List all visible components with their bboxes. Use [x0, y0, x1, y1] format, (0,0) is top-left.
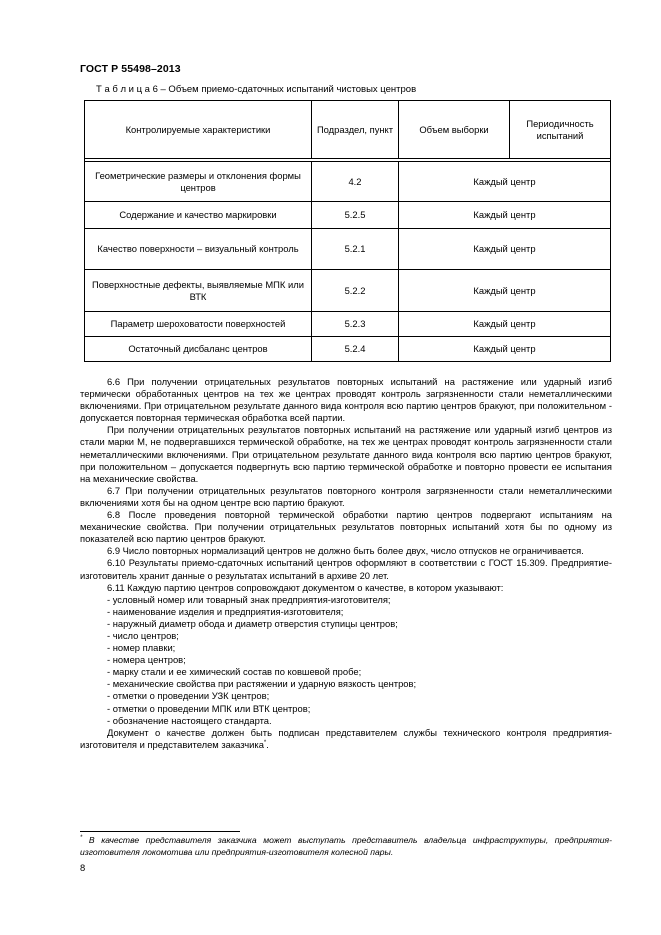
sample-cell: Каждый центр — [399, 202, 611, 229]
list-item: - номера центров; — [107, 654, 186, 666]
clause-cell: 5.2.4 — [312, 337, 399, 362]
characteristic-cell: Геометрические размеры и отклонения формы центров — [85, 162, 312, 202]
paragraph-end: . — [266, 738, 269, 750]
footnote-reference[interactable]: * — [263, 739, 267, 746]
list-item: - механические свойства при растяжении и ударную вязкость центров; — [107, 678, 417, 690]
column-header: Контролируемые характеристики — [85, 101, 312, 159]
footnote-mark: * — [80, 835, 83, 842]
clause-cell: 4.2 — [312, 162, 399, 202]
paragraph: 6.9 Число повторных нормализаций центров не должно быть более двух, число отпусков не ограничивается. — [107, 545, 584, 557]
paragraph: 6.11 Каждую партию центров сопровождают документом о качестве, в котором указывают: — [107, 581, 504, 593]
column-header: Объем выборки — [399, 101, 510, 159]
footnote-text: В качестве представителя заказчика может выступать представитель владельца инфраструктуры, предприятия-изготовителя локомотива или предприятия-изготовителя колесной пары. — [80, 835, 612, 857]
list-item: - наименование изделия и предприятия-изготовителя; — [107, 605, 344, 617]
paragraph: 6.8 После проведения повторной термической обработки партию центров подвергают испытаниям на механические свойства. При получении отрицательных результатов повторных испытаний хотя бы по одному из показателей всю партию центров бракуют. — [80, 509, 612, 545]
footnote-divider — [80, 831, 240, 832]
paragraph — [80, 727, 612, 751]
paragraph-text: Документ о качестве должен быть подписан представителем службы технического контроля предприятия-изготовителя и представителем заказчика — [80, 726, 612, 750]
table-caption: Т а б л и ц а 6 – Объем приемо-сдаточных испытаний чистовых центров — [96, 84, 417, 95]
column-header: Подраздел, пункт — [312, 101, 399, 159]
clause-cell: 5.2.5 — [312, 202, 399, 229]
list-item: - номер плавки; — [107, 642, 176, 654]
paragraph: 6.10 Результаты приемо-сдаточных испытаний центров оформляют в соответствии с ГОСТ 15.309. Предприятие-изготовитель хранит данные о результатах испытаний в архиве 20 лет. — [80, 557, 612, 581]
sample-cell: Каждый центр — [399, 270, 611, 312]
document-body — [80, 376, 612, 751]
table-row — [85, 312, 611, 337]
clause-cell: 5.2.1 — [312, 229, 399, 270]
paragraph: При получении отрицательных результатов повторных испытаний на растяжение или ударный изгиб центров из стали марки М, не подвергавшихся термической обработке, на тех же центрах проводят контроль загрязненности стали неметаллическими включениями. При отрицательном результате данного вида контроля всю партию центров бракуют, при положительном – допускается подвергнуть всю партию термической обработке и повторно провести ее испытания на механические свойства. — [80, 424, 612, 484]
paragraph: 6.7 При получении отрицательных результатов повторного контроля загрязненности стали неметаллическими включениями хотя бы на одном центре всю партию бракуют. — [80, 484, 612, 508]
column-header: Периодичность испытаний — [510, 101, 611, 159]
list-item: - условный номер или товарный знак предприятия-изготовителя; — [107, 593, 391, 605]
paragraph: 6.6 При получении отрицательных результатов повторных испытаний на растяжение или ударный изгиб термически обработанных центров на тех же центрах проводят контроль загрязненности стали неметаллическими включениями. При отрицательном результате данного вида контроля всю партию центров бракуют, при положительном - допускается повторная термическая обработка всей партии. — [80, 376, 612, 424]
list-item: - наружный диаметр обода и диаметр отверстия ступицы центров; — [107, 617, 398, 629]
footnote — [80, 835, 612, 858]
list-item: - отметки о проведении УЗК центров; — [107, 690, 270, 702]
characteristic-cell: Остаточный дисбаланс центров — [85, 337, 312, 362]
table-row — [85, 229, 611, 270]
sample-cell: Каждый центр — [399, 229, 611, 270]
table-row — [85, 202, 611, 229]
sample-cell: Каждый центр — [399, 337, 611, 362]
list-item: - обозначение настоящего стандарта. — [107, 714, 272, 726]
acceptance-tests-table — [84, 100, 611, 362]
characteristic-cell: Поверхностные дефекты, выявляемые МПК или ВТК — [85, 270, 312, 312]
table-header-row — [85, 101, 611, 159]
sample-cell: Каждый центр — [399, 312, 611, 337]
page-number: 8 — [80, 862, 86, 873]
table-row — [85, 337, 611, 362]
list-item: - число центров; — [107, 629, 179, 641]
table-row — [85, 270, 611, 312]
characteristic-cell: Параметр шероховатости поверхностей — [85, 312, 312, 337]
sample-cell: Каждый центр — [399, 162, 611, 202]
clause-cell: 5.2.3 — [312, 312, 399, 337]
table-row — [85, 162, 611, 202]
characteristic-cell: Содержание и качество маркировки — [85, 202, 312, 229]
document-header: ГОСТ Р 55498–2013 — [80, 63, 181, 75]
list-item: - отметки о проведении МПК или ВТК центров; — [107, 702, 311, 714]
clause-cell: 5.2.2 — [312, 270, 399, 312]
list-item: - марку стали и ее химический состав по ковшевой пробе; — [107, 666, 362, 678]
characteristic-cell: Качество поверхности – визуальный контроль — [85, 229, 312, 270]
